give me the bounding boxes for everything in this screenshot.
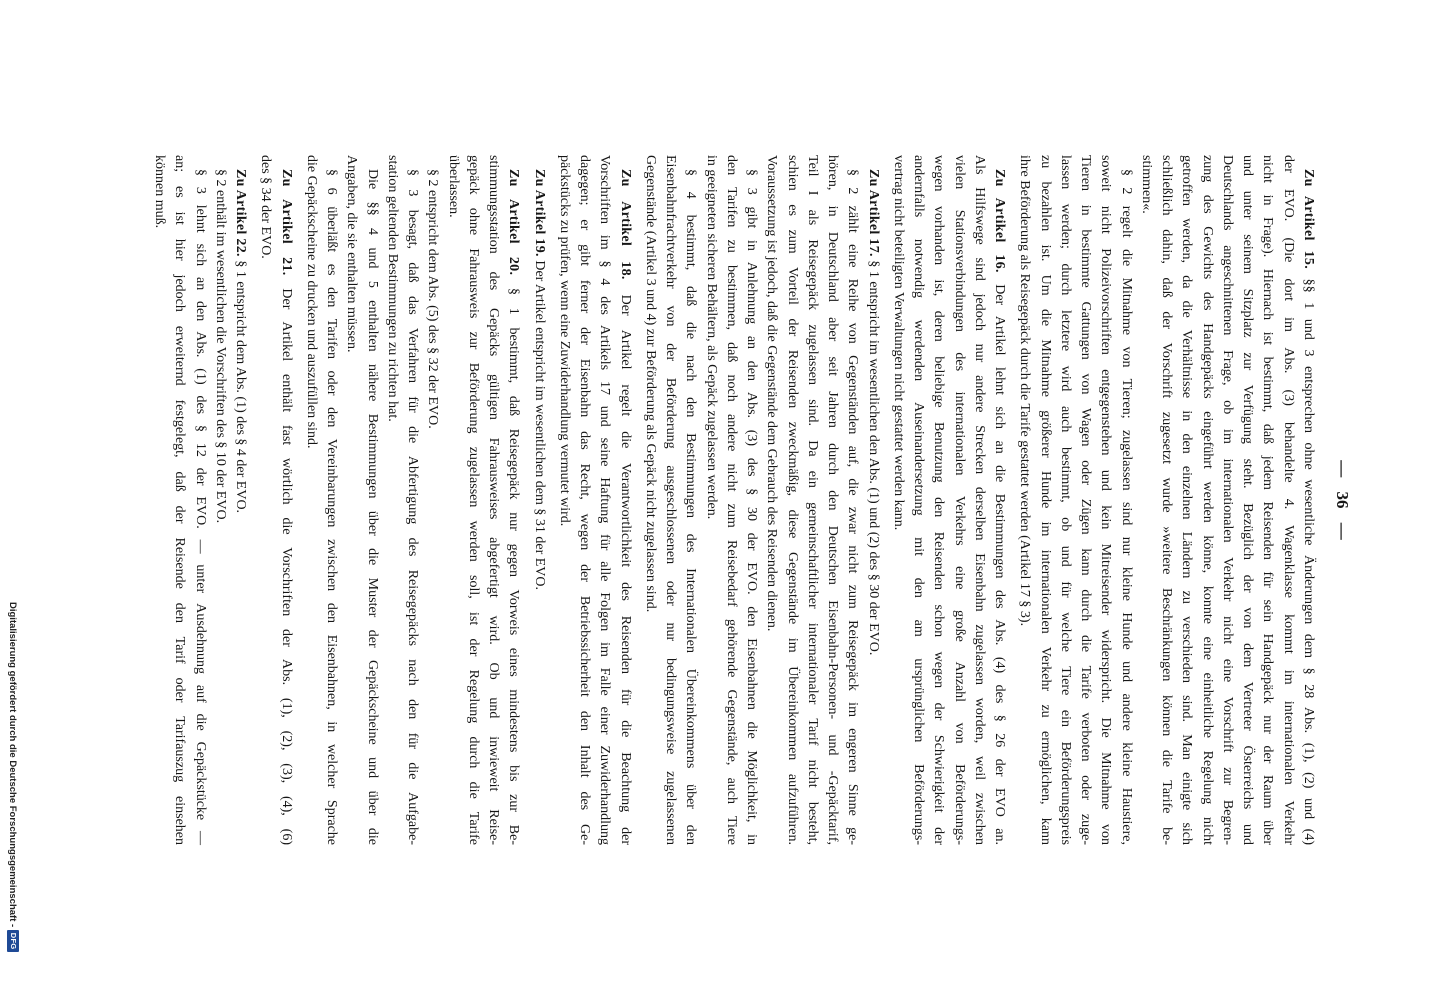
text-line: der EVO. (Die dort im Abs. (3) behandelte 4. Wagenklasse kommt im internationalen Verkehr bbox=[1280, 155, 1296, 845]
paragraph-start-line: § 3 gibt in Anlehnung an den Abs. (3) des § 30 der EVO. den Eisenbahnen die Möglichkeit, in bbox=[744, 169, 760, 845]
text-line: Als Hilfswege sind jedoch nur andere Strecken derselben Eisenbahn zugelassen worden, weil zwischen bbox=[972, 155, 987, 845]
article-heading-line bbox=[529, 155, 549, 845]
text-line: Angaben, die sie enthalten müssen. bbox=[344, 155, 360, 353]
paragraph-start-line: § 4 bestimmt, daß die nach den Bestimmungen des Internationalen Übereinkommens über den bbox=[683, 169, 699, 845]
text-line: Gegenstände (Artikel 3 und 4) zur Beförderung als Gepäck nicht zugelassen sind. bbox=[643, 155, 658, 613]
text-line: vielen Stationsverbindungen des internationalen Verkehrs eine große Anzahl von Beförderungs- bbox=[951, 155, 967, 845]
paragraph-start-line: § 2 zählt eine Reihe von Gegenständen auf, die zwar nicht zum Reisegepäck im engeren Sinne ge- bbox=[845, 169, 861, 845]
text-line: schien es zum Vorteil der Reisenden zweckmäßig, diese Gegenstände im Übereinkommen aufzuführen. bbox=[784, 155, 800, 845]
text-line: zung des Gewichts des Handgepäcks eingeführt werden könne, konnte eine einheitliche Regelung nicht bbox=[1199, 155, 1215, 845]
article-heading: Zu Artikel 21. bbox=[278, 169, 294, 276]
text-line: Tieren in bestimmte Gattungen von Wagen oder Zügen kann durch die Tarife verboten oder zuge- bbox=[1078, 155, 1094, 845]
text-line: des § 34 der EVO. bbox=[258, 155, 274, 259]
text-line: in geeigneten sicheren Behältern, als Gepäck zugelassen werden. bbox=[703, 155, 719, 520]
article-18-section bbox=[554, 155, 635, 845]
page-body bbox=[149, 155, 1318, 845]
text-line: hören, in Deutschland aber seit Jahren durch den Deutschen Eisenbahn-Personen- und -Gepäcktarif, bbox=[825, 155, 841, 845]
text-line: vertrag nicht beteiligten Verwaltungen nicht gestattet werden kann. bbox=[891, 155, 906, 531]
paragraph-start-line: § 2 enthält im wesentlichen die Vorschriften des § 10 der EVO. bbox=[213, 169, 228, 524]
text-line: lassen werden; durch letztere wird auch bestimmt, ob und für welche Tiere ein Beförderungspreis bbox=[1058, 155, 1073, 845]
document-page bbox=[145, 150, 1355, 850]
article-heading-line bbox=[276, 155, 296, 845]
text-line-content: Der Artikel regelt die Verantwortlichkeit des Reisenden für die Beachtung der bbox=[617, 294, 633, 845]
article-15-section bbox=[1014, 155, 1318, 845]
article-heading-line bbox=[989, 155, 1009, 845]
text-line: Voraussetzung ist jedoch, daß die Gegenstände dem Gebrauch des Reisenden dienen. bbox=[764, 155, 780, 632]
text-line: schließlich dahin, daß der Vorschrift zugesetzt wurde »weitere Beschränkungen können die Tarife be- bbox=[1159, 155, 1175, 845]
text-line-content: § 1 entspricht dem Abs. (1) des § 4 der EVO. bbox=[233, 260, 249, 514]
paragraph-start-line: § 2 entspricht dem Abs. (5) des § 32 der EVO. bbox=[425, 169, 441, 429]
text-line-content: Der Artikel enthält fast wörtlich die Vorschriften der Abs. (1), (2), (3), (4), (6) bbox=[278, 288, 294, 845]
article-22-section bbox=[149, 155, 250, 845]
text-line: können muß. bbox=[152, 155, 168, 229]
text-line: stimmen«. bbox=[1139, 155, 1154, 214]
text-line-content: §§ 1 und 3 entsprechen ohne wesentliche Änderungen dem § 28 Abs. (1), (2) und (4) bbox=[1301, 278, 1316, 845]
article-heading-line bbox=[503, 155, 523, 845]
text-line: dagegen; er gibt ferner der Eisenbahn das Recht, wegen der Betriebssicherheit den Inhalt des Ge- bbox=[577, 155, 593, 845]
text-line: an; es ist hier jedoch erweiternd festgelegt, daß der Reisende den Tarif oder Tarifauszug einsehen bbox=[172, 155, 188, 845]
text-line: wegen vorhanden ist, deren beliebige Benutzung den Reisenden schon wegen der Schwierigkeit der bbox=[931, 155, 947, 845]
article-heading: Zu Artikel 22. bbox=[233, 169, 249, 257]
text-line: Deutschlands angeschnittenen Frage, ob im internationalen Verkehr nicht eine Vorschrift zur Begren- bbox=[1220, 155, 1235, 845]
article-heading-line bbox=[1298, 155, 1318, 845]
text-line: Vorschriften im § 4 des Artikels 17 und seine Haftung für alle Folgen im Falle einer Zuwiderhandlung bbox=[597, 155, 613, 845]
text-line: überlassen. bbox=[445, 155, 461, 218]
paragraph-start-line: § 6 überläßt es den Tarifen oder den Vereinbarungen zwischen den Eisenbahnen, in welcher Sprache bbox=[324, 169, 340, 845]
funding-credit bbox=[6, 602, 20, 992]
article-heading: Zu Artikel 19. bbox=[531, 169, 547, 257]
article-19-section bbox=[529, 155, 549, 845]
text-line: zu bezahlen ist. Um die Mitnahme größerer Hunde im internationalen Verkehr zu ermöglichen, kann bbox=[1037, 155, 1053, 845]
text-line: Teil I als Reisegepäck zugelassen sind. Da ein gemeinschaftlicher internationaler Tarif nicht besteht, bbox=[805, 155, 820, 845]
text-line: nicht in Frage). Hiernach ist bestimmt, daß jedem Reisenden für sein Handgepäck nur der Raum über bbox=[1260, 155, 1276, 845]
paragraph-start-line: Die §§ 4 und 5 enthalten nähere Bestimmungen über die Muster der Gepäckscheine und über die bbox=[364, 169, 380, 845]
article-20-section bbox=[301, 155, 524, 845]
article-heading: Zu Artikel 20. bbox=[506, 169, 522, 276]
text-line-content: Der Artikel lehnt sich an die Bestimmungen des Abs. (4) des § 26 der EVO an. bbox=[992, 284, 1008, 845]
article-17-section bbox=[640, 155, 883, 845]
article-heading: Zu Artikel 15. bbox=[1301, 169, 1316, 270]
text-line: gepäck ohne Fahrausweis zur Beförderung zugelassen werden soll, ist der Regelung durch die Tarife bbox=[466, 155, 481, 845]
article-heading-line bbox=[615, 155, 635, 845]
text-line: die Gepäckscheine zu drucken und auszufüllen sind. bbox=[304, 155, 319, 449]
text-line: den Tarifen zu bestimmen, daß noch andere nicht zum Reisebedarf gehörende Gegenstände, auch Tiere bbox=[724, 155, 739, 845]
article-16-section bbox=[888, 155, 1010, 845]
text-line: und unter seinem Sitzplatz zur Verfügung steht. Bezüglich der von dem Vertreter Österreichs und bbox=[1240, 155, 1256, 845]
text-line-content: § 1 bestimmt, daß Reisegepäck nur gegen Vorweis eines mindestens bis zur Be- bbox=[506, 288, 522, 845]
text-line: station geltenden Bestimmungen zu richten hat. bbox=[385, 155, 400, 422]
text-line: soweit nicht Polizeivorschriften entgegenstehen und kein Mitreisender widerspricht. Die Mitnahme von bbox=[1098, 155, 1114, 845]
dfg-logo: DFG bbox=[7, 930, 19, 952]
article-heading: Zu Artikel 16. bbox=[992, 169, 1008, 273]
text-line: päckstücks zu prüfen, wenn eine Zuwiderhandlung vermutet wird. bbox=[557, 155, 572, 527]
paragraph-start-line: § 2 regelt die Mitnahme von Tieren; zugelassen sind nur kleine Hunde und andere kleine Haustiere, bbox=[1118, 169, 1134, 845]
text-line-content: Der Artikel entspricht im wesentlichen dem § 31 der EVO. bbox=[531, 260, 547, 591]
paragraph-start-line: § 3 besagt, daß das Verfahren für die Abfertigung des Reisegepäcks nach den für die Aufgabe- bbox=[405, 169, 421, 845]
text-line-content: § 1 entspricht im wesentlichen den Abs. (1) und (2) des § 30 der EVO. bbox=[865, 260, 881, 656]
article-heading: Zu Artikel 17. bbox=[865, 169, 881, 257]
text-line: andernfalls notwendig werdenden Auseinandersetzung mit den am ursprünglichen Beförderungs- bbox=[911, 155, 927, 845]
article-heading-line bbox=[863, 155, 883, 845]
text-line: stimmungsstation des Gepäcks gültigen Fahrausweises abgefertigt wird. Ob und inwieweit Reise- bbox=[486, 155, 502, 845]
page-number: — 36 — bbox=[1333, 460, 1352, 540]
article-heading: Zu Artikel 18. bbox=[617, 169, 633, 280]
article-heading-line bbox=[230, 155, 250, 845]
text-line: Eisenbahnfrachtverkehr von der Beförderung ausgeschlossenen oder nur bedingungsweise zugelassenen bbox=[663, 155, 679, 845]
paragraph-start-line: § 3 lehnt sich an den Abs. (1) des § 12 der EVO. — unter Ausdehnung auf die Gepäckstücke — bbox=[192, 169, 208, 845]
article-21-section bbox=[255, 155, 296, 845]
text-line: getroffen werden, da die Verhältnisse in den einzelnen Ländern zu verschieden sind. Man einigte sich bbox=[1179, 155, 1195, 845]
text-line: ihre Beförderung als Reisegepäck durch die Tarife gestattet werden (Artikel 17 § 3). bbox=[1017, 155, 1033, 627]
funding-credit-text: Digitalisierung gefördert durch die Deutsche Forschungsgemeinschaft - bbox=[7, 602, 19, 928]
